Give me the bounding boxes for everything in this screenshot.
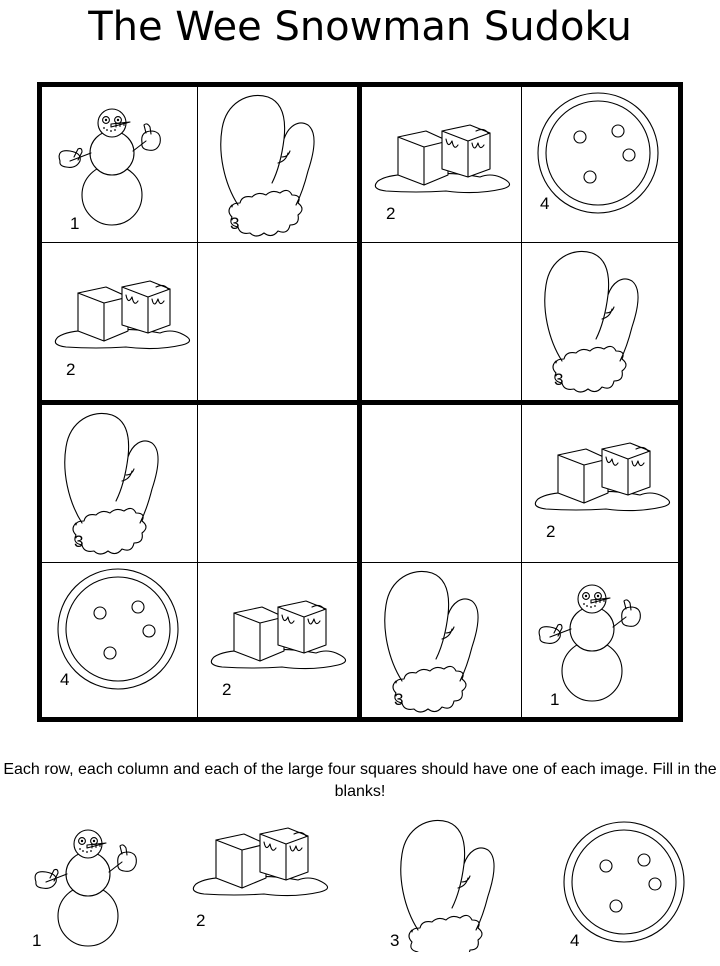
button-icon — [538, 93, 658, 213]
cell-image — [522, 243, 678, 400]
key-number: 3 — [390, 931, 400, 950]
grid-cell[interactable] — [42, 405, 197, 562]
sudoku-grid — [37, 82, 683, 722]
grid-cell[interactable] — [522, 87, 678, 242]
grid-border-left — [37, 82, 42, 722]
key-number: 4 — [570, 931, 580, 950]
cell-image — [42, 563, 197, 717]
cell-number: 1 — [70, 214, 80, 233]
grid-cell[interactable] — [198, 405, 357, 562]
cell-number: 4 — [540, 194, 550, 213]
instructions-text: Each row, each column and each of the large four squares should have one of each image. Fill in the blanks! — [3, 761, 717, 800]
cell-number: 4 — [60, 670, 70, 689]
cell-image — [522, 563, 678, 717]
grid-cell[interactable] — [522, 243, 678, 400]
ice-cubes-icon — [211, 601, 345, 669]
snowman-icon — [539, 585, 640, 701]
grid-cell[interactable] — [42, 243, 197, 400]
grid-cell[interactable] — [198, 563, 357, 717]
grid-cell[interactable] — [362, 87, 521, 242]
ice-cubes-icon — [193, 828, 327, 896]
cell-image — [198, 87, 357, 242]
grid-border-right — [678, 82, 683, 722]
grid-cell[interactable] — [42, 87, 197, 242]
cell-number: 3 — [554, 370, 564, 389]
cell-number: 1 — [550, 690, 560, 709]
cell-number: 2 — [66, 360, 76, 379]
cell-image — [198, 243, 357, 400]
ice-cubes-icon — [55, 281, 189, 349]
grid-cell[interactable] — [522, 563, 678, 717]
cell-image — [198, 405, 357, 562]
key-item — [14, 812, 174, 952]
cell-number: 2 — [222, 680, 232, 699]
key-item — [378, 812, 538, 952]
key-image — [186, 826, 346, 966]
cell-number: 2 — [386, 204, 396, 223]
key-item — [562, 818, 720, 958]
snowman-icon — [59, 109, 160, 225]
grid-border-bottom — [37, 717, 683, 722]
grid-cell[interactable] — [362, 405, 521, 562]
page-title: The Wee Snowman Sudoku — [88, 4, 632, 50]
cell-number: 3 — [394, 690, 404, 709]
cell-image — [362, 243, 521, 400]
cell-image — [362, 563, 521, 717]
grid-cell[interactable] — [198, 87, 357, 242]
grid-cell[interactable] — [362, 243, 521, 400]
button-icon — [564, 822, 684, 942]
cell-number: 3 — [230, 214, 240, 233]
mitten-icon — [401, 820, 494, 952]
grid-cell[interactable] — [362, 563, 521, 717]
cell-number: 2 — [546, 522, 556, 541]
snowman-icon — [35, 830, 136, 946]
cell-image — [42, 87, 197, 242]
cell-number: 3 — [74, 532, 84, 551]
key-number: 2 — [196, 911, 206, 930]
grid-cell[interactable] — [522, 405, 678, 562]
grid-cell[interactable] — [198, 243, 357, 400]
grid-line-thick-h — [37, 400, 683, 405]
grid-border-top — [37, 82, 683, 87]
key-image — [378, 812, 538, 952]
ice-cubes-icon — [535, 443, 669, 511]
key-number: 1 — [32, 931, 42, 950]
cell-image — [42, 405, 197, 562]
cell-image — [522, 87, 678, 242]
key-item — [186, 826, 346, 966]
cell-image — [362, 405, 521, 562]
key-image — [562, 818, 720, 958]
ice-cubes-icon — [375, 125, 509, 193]
grid-cell[interactable] — [42, 563, 197, 717]
button-icon — [58, 569, 178, 689]
